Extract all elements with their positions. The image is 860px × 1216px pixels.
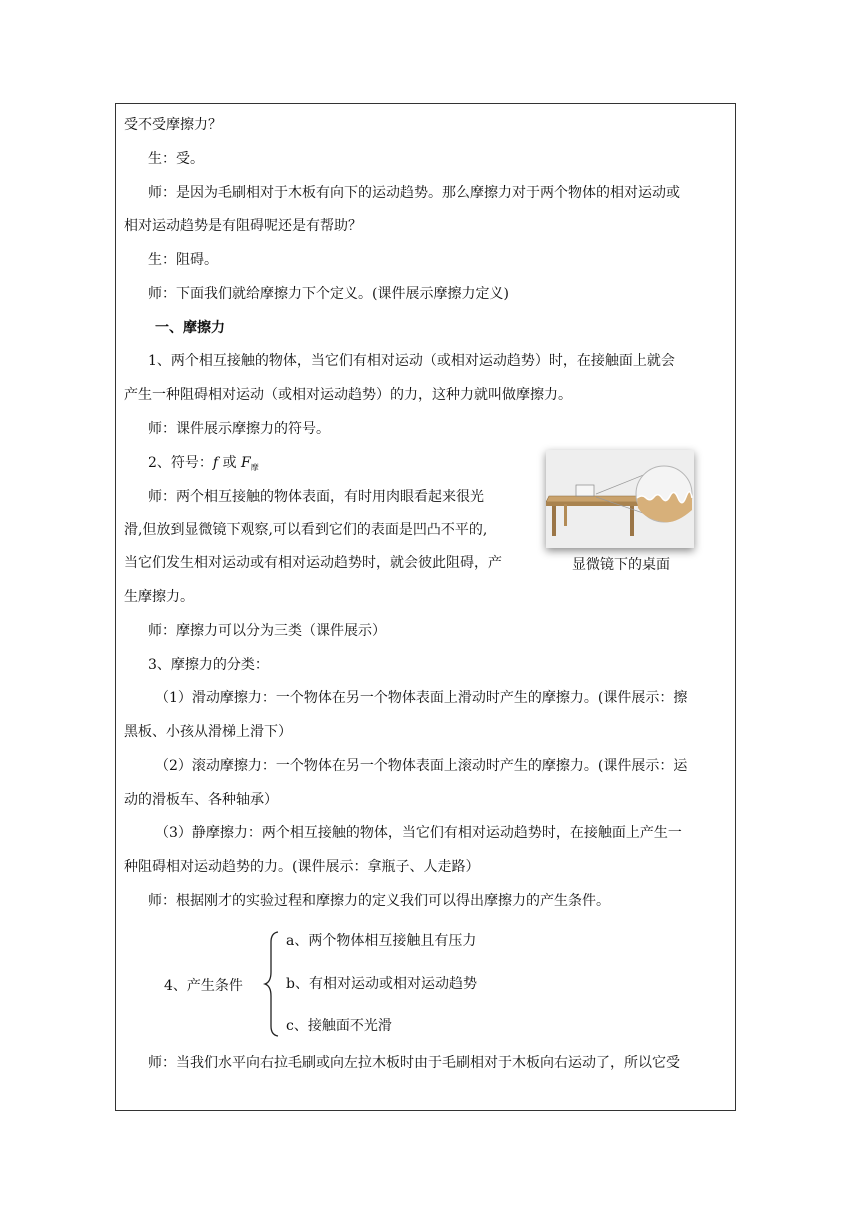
text-line: 种阻碍相对运动趋势的力。(课件展示：拿瓶子、人走路）: [124, 859, 480, 875]
text-line: 3、摩擦力的分类：: [148, 657, 269, 673]
text-line: （3）静摩擦力：两个相互接触的物体，当它们有相对运动趋势时，在接触面上产生一: [155, 825, 682, 841]
text-line: 生：阻碍。: [148, 252, 218, 268]
section-heading: 一、摩擦力: [155, 320, 225, 336]
curly-brace-icon: [262, 930, 282, 1038]
text-line: 产生一种阻碍相对运动（或相对运动趋势）的力，这种力就叫做摩擦力。: [124, 387, 572, 403]
text-line: 师：是因为毛刷相对于木板有向下的运动趋势。那么摩擦力对于两个物体的相对运动或: [148, 185, 680, 201]
condition-item: a、两个物体相互接触且有压力: [286, 933, 477, 949]
text-line: 师：下面我们就给摩擦力下个定义。(课件展示摩擦力定义): [148, 286, 509, 302]
symbol-label: 2、符号：: [148, 455, 213, 471]
text-line: 师：两个相互接触的物体表面，有时用肉眼看起来很光: [148, 489, 484, 505]
symbol-or: 或: [222, 455, 237, 471]
symbol-F: F: [241, 455, 251, 471]
symbol-subscript: 摩: [250, 463, 259, 472]
text-line: 黑板、小孩从滑梯上滑下）: [124, 724, 292, 740]
text-line: （1）滑动摩擦力：一个物体在另一个物体表面上滑动时产生的摩擦力。(课件展示：擦: [155, 690, 688, 706]
conditions-label: 4、产生条件: [164, 978, 243, 994]
text-line: （2）滚动摩擦力：一个物体在另一个物体表面上滚动时产生的摩擦力。(课件展示：运: [155, 758, 688, 774]
text-line: 动的滑板车、各种轴承）: [124, 792, 278, 808]
table-microscope-illustration: [546, 450, 694, 548]
text-line: 滑,但放到显微镜下观察,可以看到它们的表面是凹凸不平的,: [124, 522, 488, 538]
symbol-line: [148, 453, 259, 478]
symbol-f: f: [212, 455, 219, 471]
text-line: 师：课件展示摩擦力的符号。: [148, 421, 330, 437]
text-line: 师：根据刚才的实验过程和摩擦力的定义我们可以得出摩擦力的产生条件。: [148, 893, 610, 909]
text-line: 1、两个相互接触的物体，当它们有相对运动（或相对运动趋势）时，在接触面上就会: [148, 353, 675, 369]
figure-caption: 显微镜下的桌面: [572, 557, 670, 573]
text-line: 生：受。: [148, 151, 204, 167]
text-line: 相对运动趋势是有阻碍呢还是有帮助？: [124, 218, 362, 234]
text-line: 师：当我们水平向右拉毛刷或向左拉木板时由于毛刷相对于木板向右运动了，所以它受: [148, 1055, 680, 1071]
text-line: 受不受摩擦力？: [124, 117, 222, 133]
text-line: 生摩擦力。: [124, 589, 194, 605]
table-microscope-figure: [546, 450, 694, 548]
text-line: 师：摩擦力可以分为三类（课件展示）: [148, 623, 386, 639]
text-line: 当它们发生相对运动或有相对运动趋势时，就会彼此阻碍，产: [124, 555, 502, 571]
condition-item: b、有相对运动或相对运动趋势: [286, 976, 477, 992]
condition-item: c、接触面不光滑: [286, 1018, 392, 1034]
